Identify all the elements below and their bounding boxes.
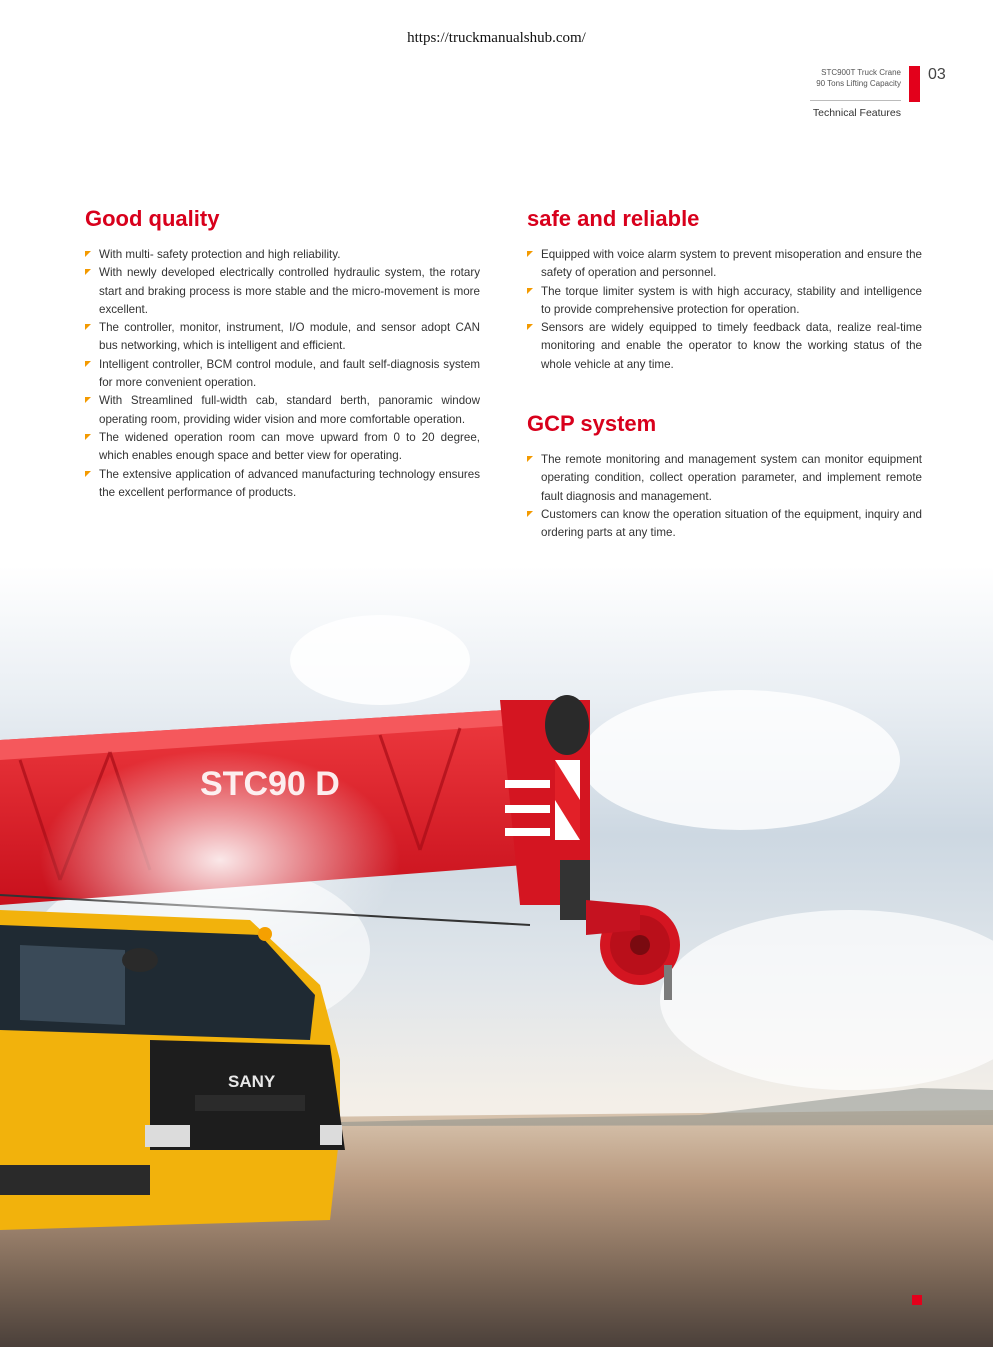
section-gcp-system — [527, 411, 922, 542]
list-item: Customers can know the operation situation of the equipment, inquiry and ordering parts at any time. — [527, 506, 922, 543]
section-good-quality — [85, 206, 480, 502]
product-name: STC900T Truck Crane — [821, 68, 901, 77]
accent-bar — [909, 66, 920, 102]
list-item: The widened operation room can move upward from 0 to 20 degree, which enables enough space and better view for operating. — [85, 429, 480, 466]
triangle-bullet-icon — [85, 269, 91, 275]
triangle-bullet-icon — [85, 434, 91, 440]
list-item: The remote monitoring and management system can monitor equipment operating condition, collect operation parameter, and implement remote fault diagnosis and management. — [527, 451, 922, 506]
section-label: Technical Features — [812, 107, 901, 119]
triangle-bullet-icon — [527, 511, 533, 517]
feature-list — [527, 451, 922, 542]
list-item: The extensive application of advanced manufacturing technology ensures the excellent performance of products. — [85, 466, 480, 503]
header-divider — [810, 100, 901, 101]
section-title: Good quality — [85, 206, 220, 231]
triangle-bullet-icon — [85, 324, 91, 330]
product-capacity: 90 Tons Lifting Capacity — [816, 79, 901, 88]
product-header — [816, 67, 901, 89]
source-url[interactable]: https://truckmanualshub.com/ — [407, 30, 586, 46]
section-title: safe and reliable — [527, 206, 700, 231]
list-item: Sensors are widely equipped to timely feedback data, realize real-time monitoring and enable the operator to know the working status of the whole vehicle at any time. — [527, 319, 922, 374]
triangle-bullet-icon — [527, 251, 533, 257]
feature-list — [527, 246, 922, 374]
list-item: Intelligent controller, BCM control module, and fault self-diagnosis system for more convenient operation. — [85, 356, 480, 393]
page-number: 03 — [928, 66, 946, 83]
list-item: Equipped with voice alarm system to prevent misoperation and ensure the safety of operation and personnel. — [527, 246, 922, 283]
section-safe-reliable — [527, 206, 922, 374]
triangle-bullet-icon — [85, 361, 91, 367]
boom-label: STC90 D — [200, 765, 340, 803]
triangle-bullet-icon — [527, 456, 533, 462]
triangle-bullet-icon — [85, 397, 91, 403]
triangle-bullet-icon — [85, 471, 91, 477]
feature-list — [85, 246, 480, 502]
list-item: The controller, monitor, instrument, I/O module, and sensor adopt CAN bus networking, which is intelligent and efficient. — [85, 319, 480, 356]
grille-brand: SANY — [228, 1072, 276, 1091]
triangle-bullet-icon — [527, 288, 533, 294]
list-item: The torque limiter system is with high accuracy, stability and intelligence to provide comprehensive protection for operation. — [527, 283, 922, 320]
triangle-bullet-icon — [85, 251, 91, 257]
list-item: With multi- safety protection and high reliability. — [85, 246, 480, 264]
section-title: GCP system — [527, 411, 657, 436]
list-item: With newly developed electrically controlled hydraulic system, the rotary start and braking process is more stable and the micro-movement is more excellent. — [85, 264, 480, 319]
list-item: With Streamlined full-width cab, standard berth, panoramic window operating room, providing wider vision and more comfortable operation. — [85, 392, 480, 429]
footer-mark — [912, 1295, 922, 1305]
triangle-bullet-icon — [527, 324, 533, 330]
